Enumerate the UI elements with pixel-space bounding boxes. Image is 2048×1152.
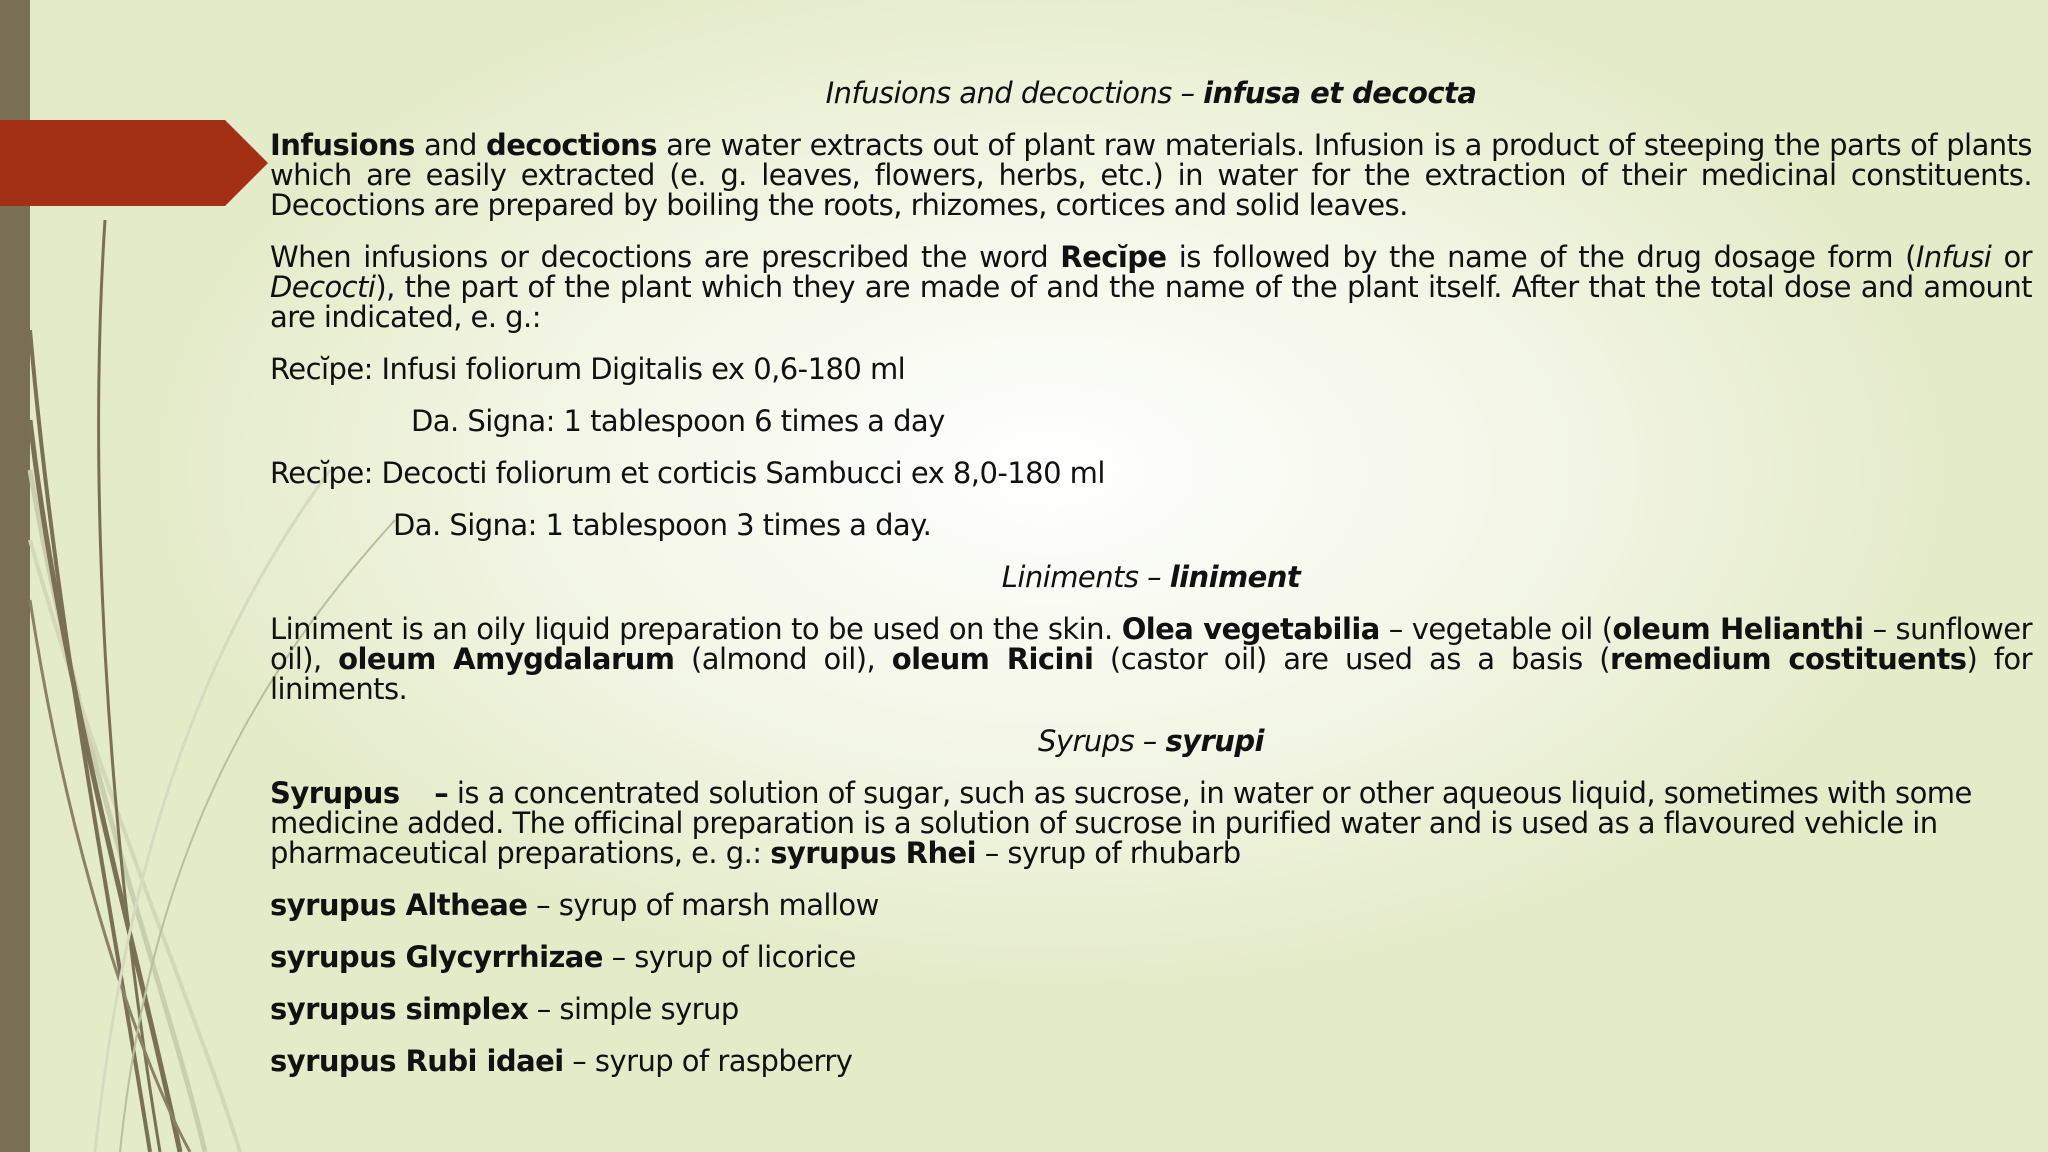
syrup-term: syrupus simplex bbox=[270, 992, 529, 1026]
syrup-meaning: – syrup of raspberry bbox=[563, 1044, 853, 1078]
list-item bbox=[270, 890, 2032, 920]
syrup-term: syrupus Altheae bbox=[270, 888, 528, 922]
recipe-line-2: Recĭpe: Decocti foliorum et corticis Sambucci ex 8,0-180 ml bbox=[270, 456, 1105, 490]
liniment-text-3: – sunflower oil), bbox=[270, 612, 2032, 676]
prescribe-text-1: When infusions or decoctions are prescribed the word bbox=[270, 240, 1061, 274]
heading-syrups bbox=[270, 726, 2032, 756]
term-oleum-amygdalarum: oleum Amygdalarum bbox=[338, 642, 675, 676]
term-olea-vegetabilia: Olea vegetabilia bbox=[1121, 612, 1380, 646]
term-infusions: Infusions bbox=[270, 128, 415, 162]
term-decoctions: decoctions bbox=[486, 128, 657, 162]
heading-syrups-text: Syrups – bbox=[1038, 724, 1166, 758]
prescribe-text-3: ), the part of the plant which they are made of and the name of the plant itself. After that the total dose and amount are indicated, e. g.: bbox=[270, 270, 2032, 334]
recipe-line-1: Recĭpe: Infusi foliorum Digitalis ex 0,6-180 ml bbox=[270, 352, 906, 386]
liniment-text-6: ) for liniments. bbox=[270, 642, 2032, 706]
term-oleum-helianthi: oleum Helianthi bbox=[1612, 612, 1864, 646]
syrup-meaning: – syrup of licorice bbox=[602, 940, 856, 974]
heading-infusions-text: Infusions and decoctions – bbox=[825, 76, 1204, 110]
heading-infusions bbox=[270, 78, 2032, 108]
syrup-text-2: – syrup of rhubarb bbox=[976, 836, 1241, 870]
syrupus-dash: – bbox=[434, 776, 449, 810]
term-infusi: Infusi bbox=[1915, 240, 1992, 274]
list-item bbox=[270, 1046, 2032, 1076]
term-remedium-costituents: remedium costituents bbox=[1610, 642, 1967, 676]
slide-content bbox=[270, 78, 2032, 1098]
paragraph-prescribe bbox=[270, 242, 2032, 332]
text-and: and bbox=[414, 128, 487, 162]
list-item bbox=[270, 994, 2032, 1024]
liniment-text-5: (castor oil) are used as a basis ( bbox=[1093, 642, 1611, 676]
heading-liniments-latin: liniment bbox=[1169, 560, 1301, 594]
term-syrupus: Syrupus bbox=[270, 776, 400, 810]
liniment-text-4: (almond oil), bbox=[674, 642, 892, 676]
heading-liniments bbox=[270, 562, 2032, 592]
term-recipe: Recĭpe bbox=[1060, 240, 1167, 274]
liniment-text-1: Liniment is an oily liquid preparation to be used on the skin. bbox=[270, 612, 1122, 646]
term-decocti: Decocti bbox=[270, 270, 376, 304]
paragraph-infusions bbox=[270, 130, 2032, 220]
prescribe-text-2: is followed by the name of the drug dosage form ( bbox=[1166, 240, 1916, 274]
liniment-text-2: – vegetable oil ( bbox=[1379, 612, 1613, 646]
heading-infusions-latin: infusa et decocta bbox=[1203, 76, 1477, 110]
syrup-meaning: – simple syrup bbox=[528, 992, 739, 1026]
term-syrupus-rhei: syrupus Rhei bbox=[770, 836, 977, 870]
list-item bbox=[270, 942, 2032, 972]
signa-line-1: Da. Signa: 1 tablespoon 6 times a day bbox=[411, 404, 945, 438]
syrup-term: syrupus Rubi idaei bbox=[270, 1044, 564, 1078]
arrow-tab-icon bbox=[0, 120, 268, 206]
heading-syrups-latin: syrupi bbox=[1165, 724, 1264, 758]
paragraph-infusions-text: are water extracts out of plant raw materials. Infusion is a product of steeping the parts of plants which are easily extracted (e. g. leaves, flowers, herbs, etc.) in water for the extraction of their medicinal constituents. Decoctions are prepared by boiling the roots, rhizomes, cortices and solid leaves. bbox=[270, 128, 2032, 222]
syrup-term: syrupus Glycyrrhizae bbox=[270, 940, 603, 974]
paragraph-liniment bbox=[270, 614, 2032, 704]
heading-liniments-text: Liniments – bbox=[1001, 560, 1170, 594]
syrup-meaning: – syrup of marsh mallow bbox=[527, 888, 879, 922]
signa-line-2: Da. Signa: 1 tablespoon 3 times a day. bbox=[393, 508, 932, 542]
paragraph-syrup bbox=[270, 778, 2032, 868]
prescribe-text-or: or bbox=[1991, 240, 2033, 274]
syrup-text-1: is a concentrated solution of sugar, such as sucrose, in water or other aqueous liquid, sometimes with some medicine added. The officinal preparation is a solution of sucrose in purified water and is used as a flavoured vehicle in pharmaceutical preparations, e. g.: bbox=[270, 776, 1972, 870]
term-oleum-ricini: oleum Ricini bbox=[891, 642, 1094, 676]
